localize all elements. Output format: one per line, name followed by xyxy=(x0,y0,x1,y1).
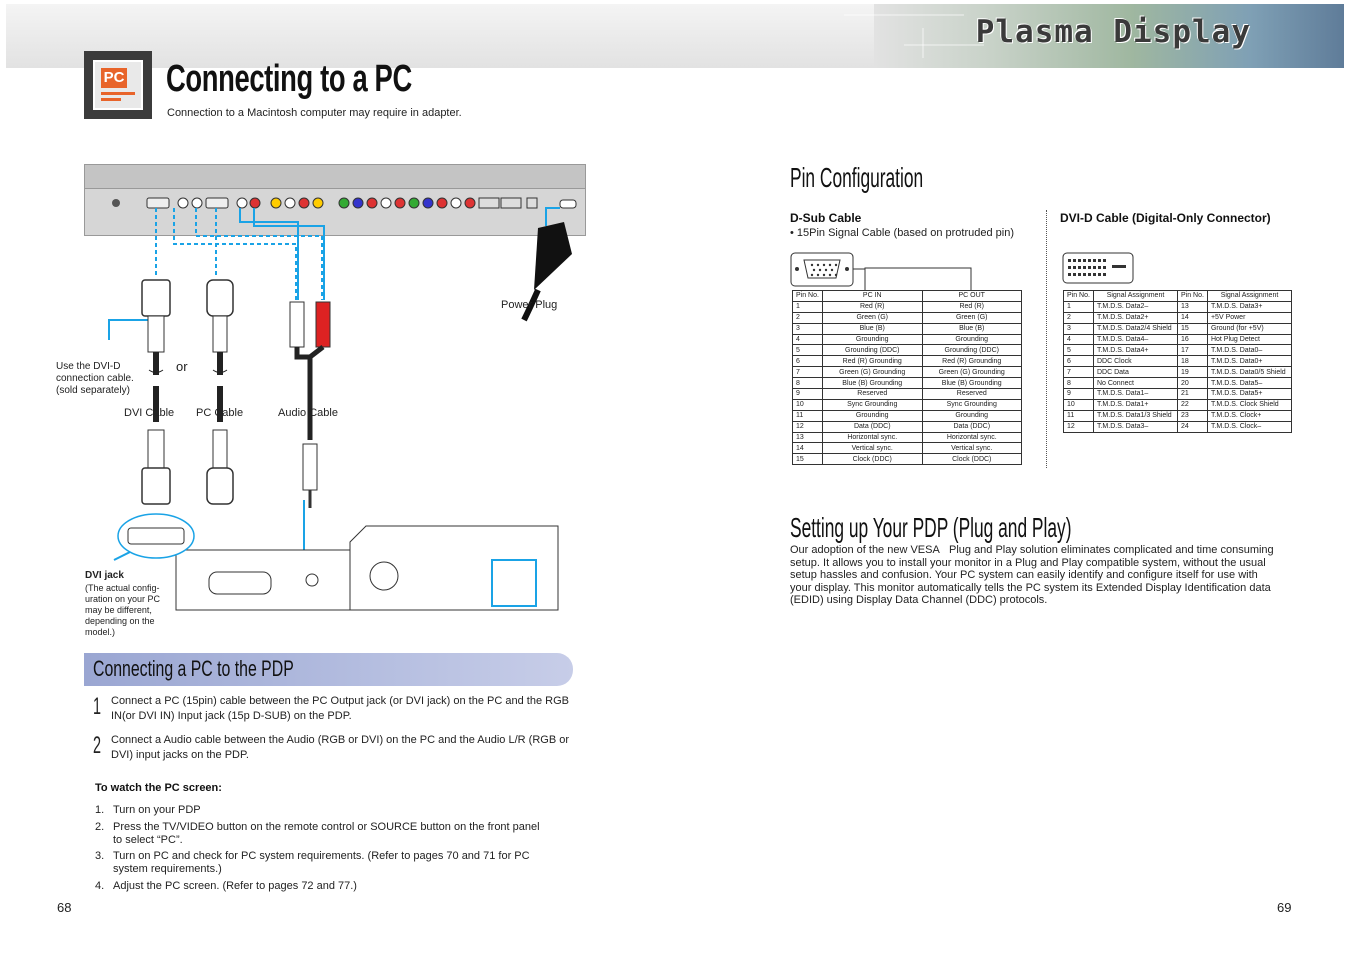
plug-play-heading: Setting up Your PDP (Plug and Play) xyxy=(790,512,1072,543)
table-row xyxy=(1064,334,1292,345)
table-cell: Grounding (DDC) xyxy=(823,345,923,356)
step-text: Connect a PC (15pin) cable between the PC Output jack (or DVI jack) on the PC and the RGB IN(or DVI IN) Input jack (15p D-SUB) on the PDP. xyxy=(111,695,569,722)
table-row xyxy=(793,312,1022,323)
table-cell: 5 xyxy=(793,345,823,356)
table-cell: DDC Clock xyxy=(1093,356,1177,367)
table-cell: T.M.D.S. Data4– xyxy=(1093,334,1177,345)
plug-play-text: Our adoption of the new VESA Plug and Play solution eliminates complicated and time consuming setup. It allows you to install your monitor in a Plug and Play compatible system, without the usual setup hassles and confusion. Your PC system can easily identify and configure itself for use with your display. This monitor automatically tells the PC system its Extended Display Identification data (EDID) using Display Data Channel (DDC) protocols. xyxy=(790,544,1274,607)
table-row xyxy=(1064,410,1292,421)
watch-step: 3. Turn on PC and check for PC system requirements. (Refer to pages 70 and 71 for PC system requirements.) xyxy=(95,850,530,875)
header-title: Plasma Display xyxy=(975,14,1251,50)
watch-step: 1. Turn on your PDP xyxy=(95,804,201,816)
table-row xyxy=(1064,312,1292,323)
table-cell: Green (G) xyxy=(823,312,923,323)
table-cell: T.M.D.S. Data5+ xyxy=(1207,389,1291,400)
table-cell: 6 xyxy=(1064,356,1094,367)
column-divider xyxy=(1046,210,1047,468)
table-cell: 4 xyxy=(1064,334,1094,345)
table-header-row: Pin No. Signal Assignment Pin No. Signal Assignment xyxy=(1064,291,1292,302)
table-cell: 16 xyxy=(1178,334,1208,345)
table-cell: Blue (B) xyxy=(823,323,923,334)
table-row xyxy=(1064,323,1292,334)
table-cell: No Connect xyxy=(1093,378,1177,389)
watch-step: 2. Press the TV/VIDEO button on the remote control or SOURCE button on the front panel to select “PC”. xyxy=(95,821,540,846)
table-row xyxy=(1064,399,1292,410)
table-cell: 12 xyxy=(793,421,823,432)
table-cell: 8 xyxy=(793,378,823,389)
pc-cable-label: PC Cable xyxy=(196,407,244,419)
table-cell: Horizontal sync. xyxy=(922,432,1022,443)
table-row xyxy=(1064,378,1292,389)
table-cell: Grounding (DDC) xyxy=(922,345,1022,356)
table-cell: Blue (B) Grounding xyxy=(922,378,1022,389)
table-cell: 4 xyxy=(793,334,823,345)
table-cell: Green (G) Grounding xyxy=(823,367,923,378)
table-cell: 5 xyxy=(1064,345,1094,356)
table-cell: 13 xyxy=(1178,301,1208,312)
table-row xyxy=(793,443,1022,454)
table-cell: T.M.D.S. Data3– xyxy=(1093,421,1177,432)
table-row xyxy=(1064,345,1292,356)
table-cell: 6 xyxy=(793,356,823,367)
table-cell: T.M.D.S. Data5– xyxy=(1207,378,1291,389)
table-row xyxy=(1064,389,1292,400)
dsub-note: • 15Pin Signal Cable (based on protruded pin) xyxy=(790,227,1014,239)
table-cell: T.M.D.S. Data0– xyxy=(1207,345,1291,356)
page-subtitle: Connection to a Macintosh computer may require in adapter. xyxy=(167,107,462,119)
table-cell: T.M.D.S. Clock+ xyxy=(1207,410,1291,421)
watch-title: To watch the PC screen: xyxy=(95,782,222,794)
table-cell: T.M.D.S. Data2+ xyxy=(1093,312,1177,323)
table-cell: Grounding xyxy=(823,334,923,345)
table-row xyxy=(1064,421,1292,432)
connection-diagram xyxy=(54,160,594,640)
table-cell: Red (R) xyxy=(823,301,923,312)
table-cell: Sync Grounding xyxy=(922,399,1022,410)
dvi-cable-label: DVI Cable xyxy=(124,407,175,419)
table-row xyxy=(793,454,1022,465)
table-cell: Clock (DDC) xyxy=(922,454,1022,465)
table-cell: 7 xyxy=(1064,367,1094,378)
table-row xyxy=(1064,301,1292,312)
dsub-pin-table xyxy=(792,290,1022,465)
table-cell: 9 xyxy=(793,389,823,400)
table-row xyxy=(1064,367,1292,378)
table-row xyxy=(793,301,1022,312)
table-cell: T.M.D.S. Data4+ xyxy=(1093,345,1177,356)
dvi-jack-note: (The actual config- uration on your PC may be different, depending on the model.) xyxy=(85,583,161,637)
page-number-right: 69 xyxy=(1277,900,1292,915)
table-cell: Red (R) xyxy=(922,301,1022,312)
table-cell: 7 xyxy=(793,367,823,378)
table-cell: 11 xyxy=(793,410,823,421)
dsub-title: D-Sub Cable xyxy=(790,211,862,225)
table-cell: Reserved xyxy=(922,389,1022,400)
table-cell: 20 xyxy=(1178,378,1208,389)
table-cell: +5V Power xyxy=(1207,312,1291,323)
table-cell: T.M.D.S. Data1– xyxy=(1093,389,1177,400)
table-cell: Data (DDC) xyxy=(823,421,923,432)
table-cell: 18 xyxy=(1178,356,1208,367)
table-cell: 24 xyxy=(1178,421,1208,432)
table-cell: 2 xyxy=(1064,312,1094,323)
table-cell: 14 xyxy=(1178,312,1208,323)
table-cell: Reserved xyxy=(823,389,923,400)
table-row xyxy=(793,399,1022,410)
table-cell: T.M.D.S. Data0+ xyxy=(1207,356,1291,367)
table-cell: Grounding xyxy=(922,410,1022,421)
table-cell: Red (R) Grounding xyxy=(823,356,923,367)
table-cell: DDC Data xyxy=(1093,367,1177,378)
table-cell: 23 xyxy=(1178,410,1208,421)
table-cell: 9 xyxy=(1064,389,1094,400)
table-cell: 17 xyxy=(1178,345,1208,356)
table-row xyxy=(793,432,1022,443)
table-cell: Green (G) xyxy=(922,312,1022,323)
cable-drawing xyxy=(54,160,594,640)
step-number: 1 xyxy=(93,693,102,720)
pc-icon xyxy=(84,51,152,119)
table-row xyxy=(793,323,1022,334)
table-cell: T.M.D.S. Data2– xyxy=(1093,301,1177,312)
table-cell: 13 xyxy=(793,432,823,443)
table-cell: Clock (DDC) xyxy=(823,454,923,465)
table-cell: Hot Plug Detect xyxy=(1207,334,1291,345)
dvi-note: Use the DVI-D connection cable. (sold separately) xyxy=(56,361,134,396)
table-cell: Blue (B) xyxy=(922,323,1022,334)
table-row xyxy=(793,367,1022,378)
table-row xyxy=(793,421,1022,432)
dvid-pin-table xyxy=(1063,290,1292,433)
table-cell: T.M.D.S. Clock Shield xyxy=(1207,399,1291,410)
dvi-jack-title: DVI jack xyxy=(85,570,124,581)
table-row xyxy=(793,389,1022,400)
table-cell: 10 xyxy=(793,399,823,410)
table-row xyxy=(793,356,1022,367)
table-cell: 11 xyxy=(1064,410,1094,421)
table-cell: 15 xyxy=(793,454,823,465)
page-number-left: 68 xyxy=(57,900,72,915)
watch-step: 4. Adjust the PC screen. (Refer to pages 72 and 77.) xyxy=(95,880,357,892)
table-header-row: Pin No. PC IN PC OUT xyxy=(793,291,1022,302)
table-cell: Vertical sync. xyxy=(922,443,1022,454)
table-cell: 8 xyxy=(1064,378,1094,389)
table-cell: 10 xyxy=(1064,399,1094,410)
table-cell: Red (R) Grounding xyxy=(922,356,1022,367)
table-cell: 22 xyxy=(1178,399,1208,410)
table-cell: 1 xyxy=(1064,301,1094,312)
table-cell: Vertical sync. xyxy=(823,443,923,454)
dvid-title: DVI-D Cable (Digital-Only Connector) xyxy=(1060,211,1271,225)
table-cell: 3 xyxy=(793,323,823,334)
table-row xyxy=(1064,356,1292,367)
section-title: Connecting a PC to the PDP xyxy=(93,656,294,681)
table-cell: 12 xyxy=(1064,421,1094,432)
table-cell: 19 xyxy=(1178,367,1208,378)
table-cell: 14 xyxy=(793,443,823,454)
pin-config-heading: Pin Configuration xyxy=(790,162,924,193)
or-label: or xyxy=(176,359,188,374)
power-plug-label: Power Plug xyxy=(501,299,558,311)
table-row xyxy=(793,410,1022,421)
table-cell: 2 xyxy=(793,312,823,323)
table-row xyxy=(793,334,1022,345)
pc-badge: PC xyxy=(101,68,127,88)
table-cell: Grounding xyxy=(823,410,923,421)
dvid-connector-drawing xyxy=(1062,251,1142,287)
table-cell: 15 xyxy=(1178,323,1208,334)
table-cell: Ground (for +5V) xyxy=(1207,323,1291,334)
table-cell: 1 xyxy=(793,301,823,312)
table-row xyxy=(793,378,1022,389)
audio-cable-label: Audio Cable xyxy=(278,407,338,419)
step-number: 2 xyxy=(93,732,102,759)
table-cell: 3 xyxy=(1064,323,1094,334)
table-row xyxy=(793,345,1022,356)
page-title: Connecting to a PC xyxy=(166,58,412,100)
table-cell: T.M.D.S. Clock– xyxy=(1207,421,1291,432)
table-cell: T.M.D.S. Data1/3 Shield xyxy=(1093,410,1177,421)
table-cell: Blue (B) Grounding xyxy=(823,378,923,389)
table-cell: Data (DDC) xyxy=(922,421,1022,432)
step-text: Connect a Audio cable between the Audio (RGB or DVI) on the PC and the Audio L/R (RGB or DVI) input jacks on the PDP. xyxy=(111,734,569,761)
table-cell: T.M.D.S. Data1+ xyxy=(1093,399,1177,410)
table-cell: T.M.D.S. Data2/4 Shield xyxy=(1093,323,1177,334)
table-cell: Green (G) Grounding xyxy=(922,367,1022,378)
table-cell: T.M.D.S. Data0/5 Shield xyxy=(1207,367,1291,378)
table-cell: Sync Grounding xyxy=(823,399,923,410)
table-cell: T.M.D.S. Data3+ xyxy=(1207,301,1291,312)
table-cell: Grounding xyxy=(922,334,1022,345)
table-cell: Horizontal sync. xyxy=(823,432,923,443)
table-cell: 21 xyxy=(1178,389,1208,400)
